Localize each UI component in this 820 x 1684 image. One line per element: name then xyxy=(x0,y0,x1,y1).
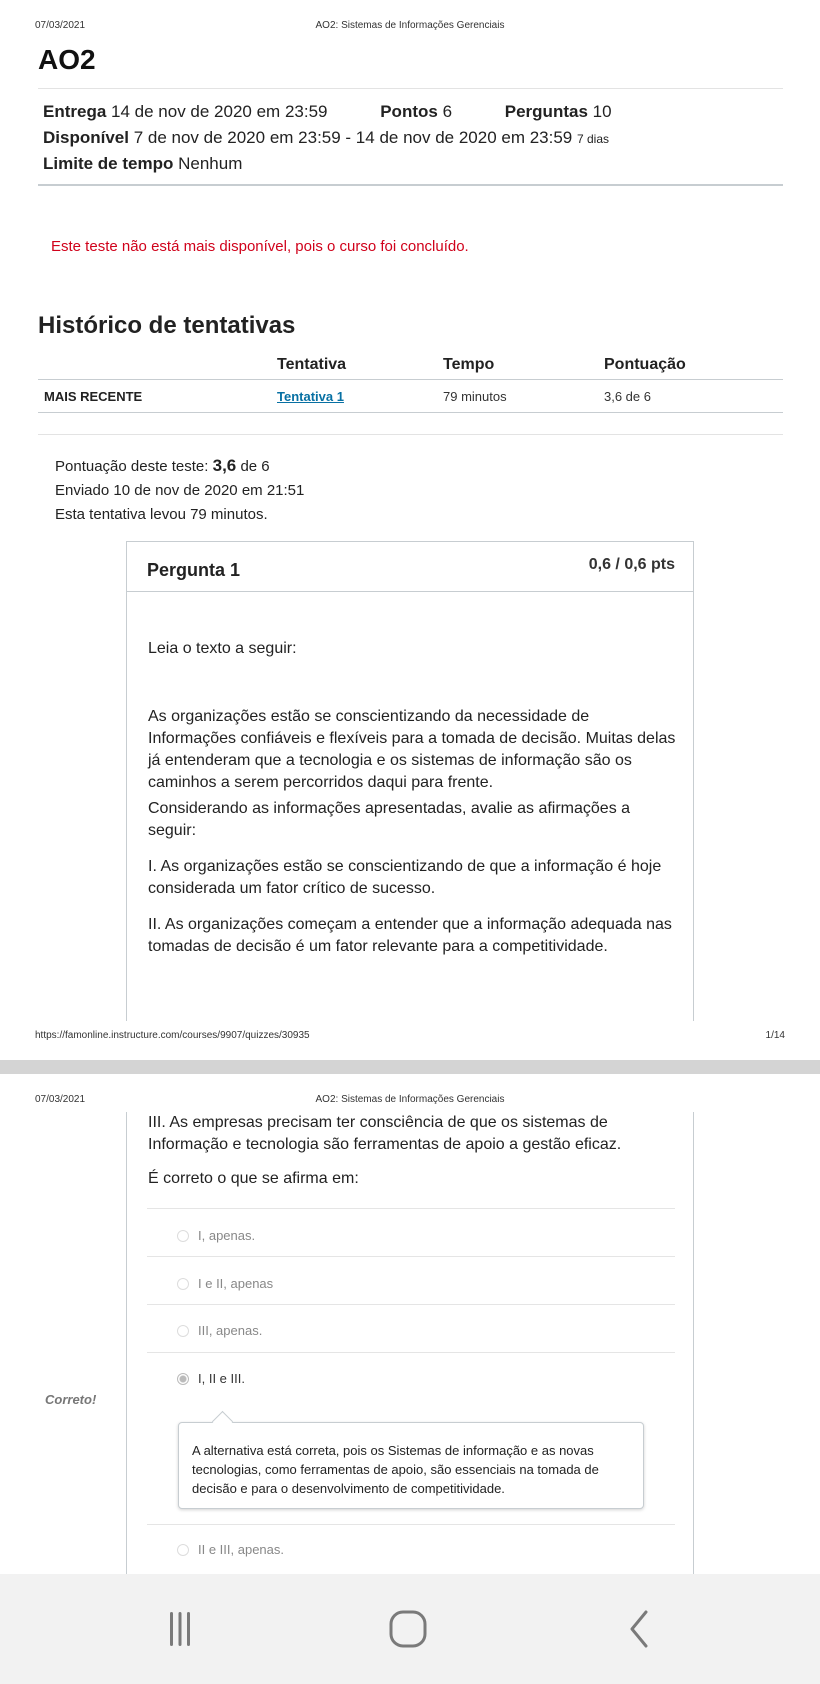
radio-button[interactable] xyxy=(177,1278,189,1290)
recent-apps-icon xyxy=(168,1611,192,1647)
android-nav-bar xyxy=(0,1574,820,1684)
question-card xyxy=(126,541,694,1021)
due-label: Entrega xyxy=(43,102,107,121)
available-days: 7 dias xyxy=(577,132,610,146)
print-date: 07/03/2021 xyxy=(35,20,86,31)
attempt-time: 79 minutos xyxy=(443,389,507,404)
answer-divider xyxy=(147,1352,675,1353)
available-label: Disponível xyxy=(43,128,129,147)
attempt-score: 3,6 de 6 xyxy=(604,389,651,404)
back-button[interactable] xyxy=(610,1604,670,1654)
answer-label: I e II, apenas xyxy=(198,1276,274,1291)
attempt-duration: Esta tentativa levou 79 minutos. xyxy=(55,506,268,523)
question-points: 0,6 / 0,6 pts xyxy=(588,556,675,573)
answer-option-5[interactable] xyxy=(177,1542,284,1557)
question-header xyxy=(127,542,693,592)
home-button[interactable] xyxy=(378,1604,438,1654)
answer-option-2[interactable] xyxy=(177,1276,273,1291)
radio-button[interactable] xyxy=(177,1544,189,1556)
score-value: 3,6 xyxy=(212,456,237,475)
quiz-title: AO2 xyxy=(38,44,96,75)
page-separator xyxy=(0,1060,820,1074)
answer-divider xyxy=(147,1524,675,1525)
available-value: 7 de nov de 2020 em 23:59 - 14 de nov de 2020 em 23:59 xyxy=(133,128,573,147)
question-title: Pergunta 1 xyxy=(147,560,241,580)
question-card-continued xyxy=(126,1112,694,1574)
print-page-number: 1/14 xyxy=(765,1030,785,1041)
answer-label: II e III, apenas. xyxy=(198,1542,284,1557)
table-divider xyxy=(38,379,783,380)
table-divider xyxy=(38,412,783,413)
attempt-link[interactable]: Tentativa 1 xyxy=(277,389,344,404)
statement-3: III. As empresas precisam ter consciência de que os sistemas de Informação e tecnologia são ferramentas de apoio a gestão eficaz. xyxy=(148,1114,622,1153)
questions-value: 10 xyxy=(592,102,612,121)
quiz-meta-row-2 xyxy=(43,128,609,148)
score-suffix: de 6 xyxy=(240,458,270,475)
print-date: 07/03/2021 xyxy=(35,1094,86,1105)
row-label: MAIS RECENTE xyxy=(44,389,143,404)
divider xyxy=(38,88,783,89)
question-ask: É correto o que se afirma em: xyxy=(148,1170,359,1187)
quiz-meta-row-1 xyxy=(43,102,612,122)
time-limit-value: Nenhum xyxy=(178,154,243,173)
points-value: 6 xyxy=(442,102,453,121)
answer-label: III, apenas. xyxy=(198,1323,263,1338)
print-title: AO2: Sistemas de Informações Gerenciais xyxy=(315,20,505,31)
divider xyxy=(38,184,783,186)
answer-divider xyxy=(147,1304,675,1305)
print-title: AO2: Sistemas de Informações Gerenciais xyxy=(315,1094,505,1105)
radio-button[interactable] xyxy=(177,1230,189,1242)
question-paragraph: As organizações estão se conscientizando da necessidade de Informações confiáveis e flexíveis para a tomada de decisão. Muitas delas já entenderam que a tecnologia e os sistemas de informação são os caminhos a serem percorridos daqui para frente. xyxy=(148,708,676,791)
time-limit-label: Limite de tempo xyxy=(43,154,174,173)
history-title: Histórico de tentativas xyxy=(38,312,296,339)
statement-2: II. As organizações começam a entender que a informação adequada nas tomadas de decisão é um fator relevante para a competitividade. xyxy=(148,916,672,955)
correct-label: Correto! xyxy=(45,1392,97,1407)
question-prompt: Considerando as informações apresentadas, avalie as afirmações a seguir: xyxy=(148,800,631,839)
answer-option-1[interactable] xyxy=(177,1228,255,1243)
answer-option-3[interactable] xyxy=(177,1323,262,1338)
radio-button[interactable] xyxy=(177,1325,189,1337)
home-icon xyxy=(388,1609,428,1649)
points-label: Pontos xyxy=(380,102,438,121)
print-url: https://famonline.instructure.com/courses/9907/quizzes/30935 xyxy=(35,1030,310,1041)
question-intro: Leia o texto a seguir: xyxy=(148,640,297,657)
column-header-score: Pontuação xyxy=(604,356,686,373)
answer-label: I, apenas. xyxy=(198,1228,256,1243)
score-prefix: Pontuação deste teste: xyxy=(55,458,209,475)
answer-option-4[interactable] xyxy=(177,1371,245,1386)
column-header-time: Tempo xyxy=(443,356,495,373)
unavailable-notice: Este teste não está mais disponível, pois o curso foi concluído. xyxy=(51,238,469,255)
quiz-score xyxy=(55,456,270,476)
radio-button-selected[interactable] xyxy=(177,1373,189,1385)
submitted-at: Enviado 10 de nov de 2020 em 21:51 xyxy=(55,482,305,499)
questions-label: Perguntas xyxy=(504,102,588,121)
answer-feedback: A alternativa está correta, pois os Sistemas de informação e as novas tecnologias, como ferramentas de apoio, são essenciais na tomada de decisão e para o desenvolvimento de competitividade. xyxy=(178,1422,644,1509)
due-value: 14 de nov de 2020 em 23:59 xyxy=(111,102,328,121)
column-header-attempt: Tentativa xyxy=(277,356,347,373)
answer-label: I, II e III. xyxy=(198,1371,245,1386)
answer-divider xyxy=(147,1256,675,1257)
divider xyxy=(38,434,783,435)
quiz-meta-row-3 xyxy=(43,154,242,174)
answer-divider xyxy=(147,1208,675,1209)
back-chevron-icon xyxy=(628,1610,652,1648)
recent-apps-button[interactable] xyxy=(150,1604,210,1654)
print-page-2 xyxy=(0,1074,820,1574)
statement-1: I. As organizações estão se conscientizando de que a informação é hoje considerada um fator crítico de sucesso. xyxy=(148,858,662,897)
